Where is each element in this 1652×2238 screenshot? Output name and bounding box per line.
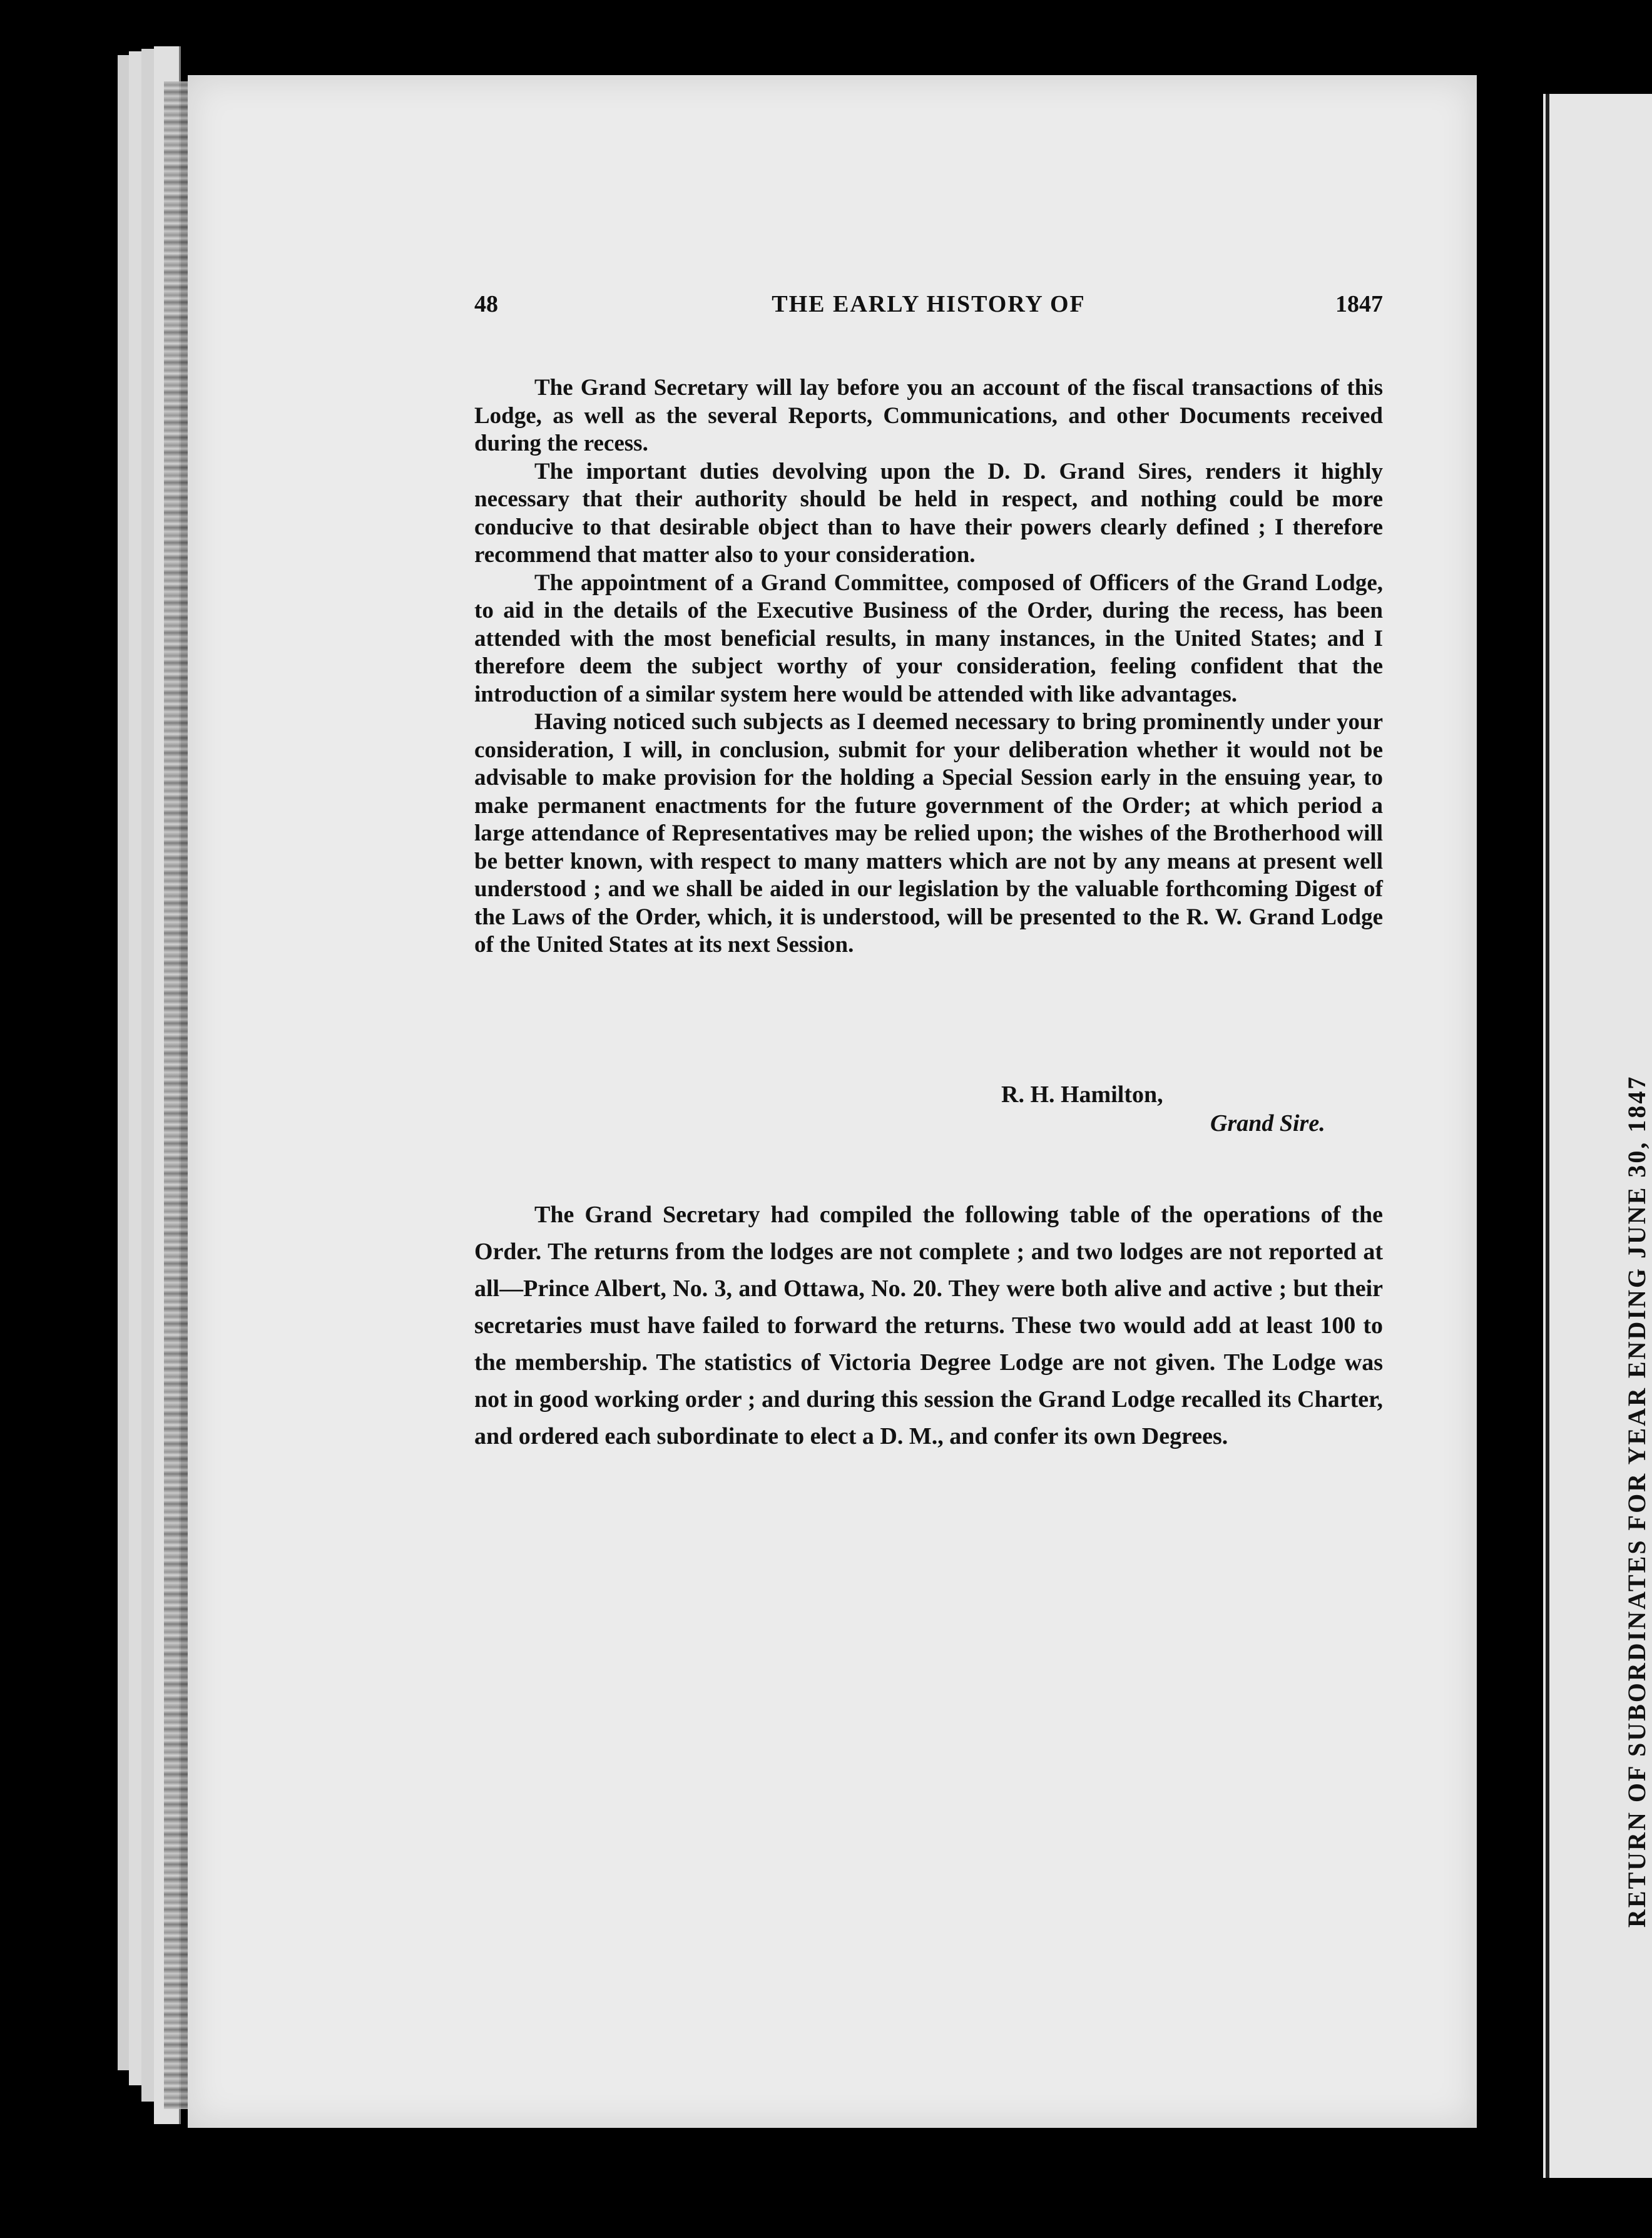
facing-page-rule: [1546, 94, 1549, 2178]
address-paragraph: The Grand Secretary will lay before you an account of the fiscal transactions of this Lodge, as well as the several Reports, Communications, and other Documents received during the recess.: [474, 375, 1383, 456]
address-paragraph: The appointment of a Grand Committee, composed of Officers of the Grand Lodge, to aid in the details of the Executive Business of the Order, during the recess, has been attended with the most beneficial results, in many instances, in the United States; and I therefore deem the subject worthy of your consideration, feeling confident that the introduction of a similar system here would be attended with like advantages.: [474, 570, 1383, 707]
commentary-text: [474, 1197, 1383, 1455]
running-head: [474, 290, 1383, 328]
signature-block: [1001, 1080, 1364, 1138]
address-paragraph: Having noticed such subjects as I deemed necessary to bring prominently under your consideration, I will, in conclusion, submit for your deliberation whether it would not be advisable to make provision for the holding a Special Session early in the ensuing year, to make permanent enactments for the future government of the Order; at which period a large attendance of Representatives may be relied upon; the wishes of the Brotherhood will be better known, with respect to many matters which are not by any means at present well understood ; and we shall be aided in our legislation by the valuable forthcoming Digest of the Laws of the Order, which, it is understood, will be presented to the R. W. Grand Lodge of the United States at its next Session.: [474, 709, 1383, 958]
signature-name: R. H. Hamilton,: [1001, 1081, 1163, 1108]
running-head-year: 1847: [1335, 291, 1383, 317]
address-paragraph: The important duties devolving upon the D. D. Grand Sires, renders it highly necessary that their authority should be held in respect, and nothing could be more conducive to that desirable object than to have their powers clearly defined ; I therefore recommend that matter also to your consideration.: [474, 458, 1383, 568]
signature-title: Grand Sire.: [1210, 1110, 1325, 1137]
running-head-title: THE EARLY HISTORY OF: [772, 291, 1086, 317]
facing-page-heading: RETURN OF SUBORDINATES FOR YEAR ENDING JUNE 30, 1847: [1623, 1075, 1651, 1928]
commentary-paragraph: The Grand Secretary had compiled the following table of the operations of the Order. The returns from the lodges are not complete ; and two lodges are not reported at all—Prince Albert, No. 3, and Ottawa, No. 20. They were both alive and active ; but their secretaries must have failed to forward the returns. These two would add at least 100 to the membership. The statistics of Victoria Degree Lodge are not given. The Lodge was not in good working order ; and during this session the Grand Lodge recalled its Charter, and ordered each subordinate to elect a D. M., and confer its own Degrees.: [474, 1202, 1383, 1449]
page-number: 48: [474, 291, 498, 317]
address-text: [474, 374, 1383, 959]
